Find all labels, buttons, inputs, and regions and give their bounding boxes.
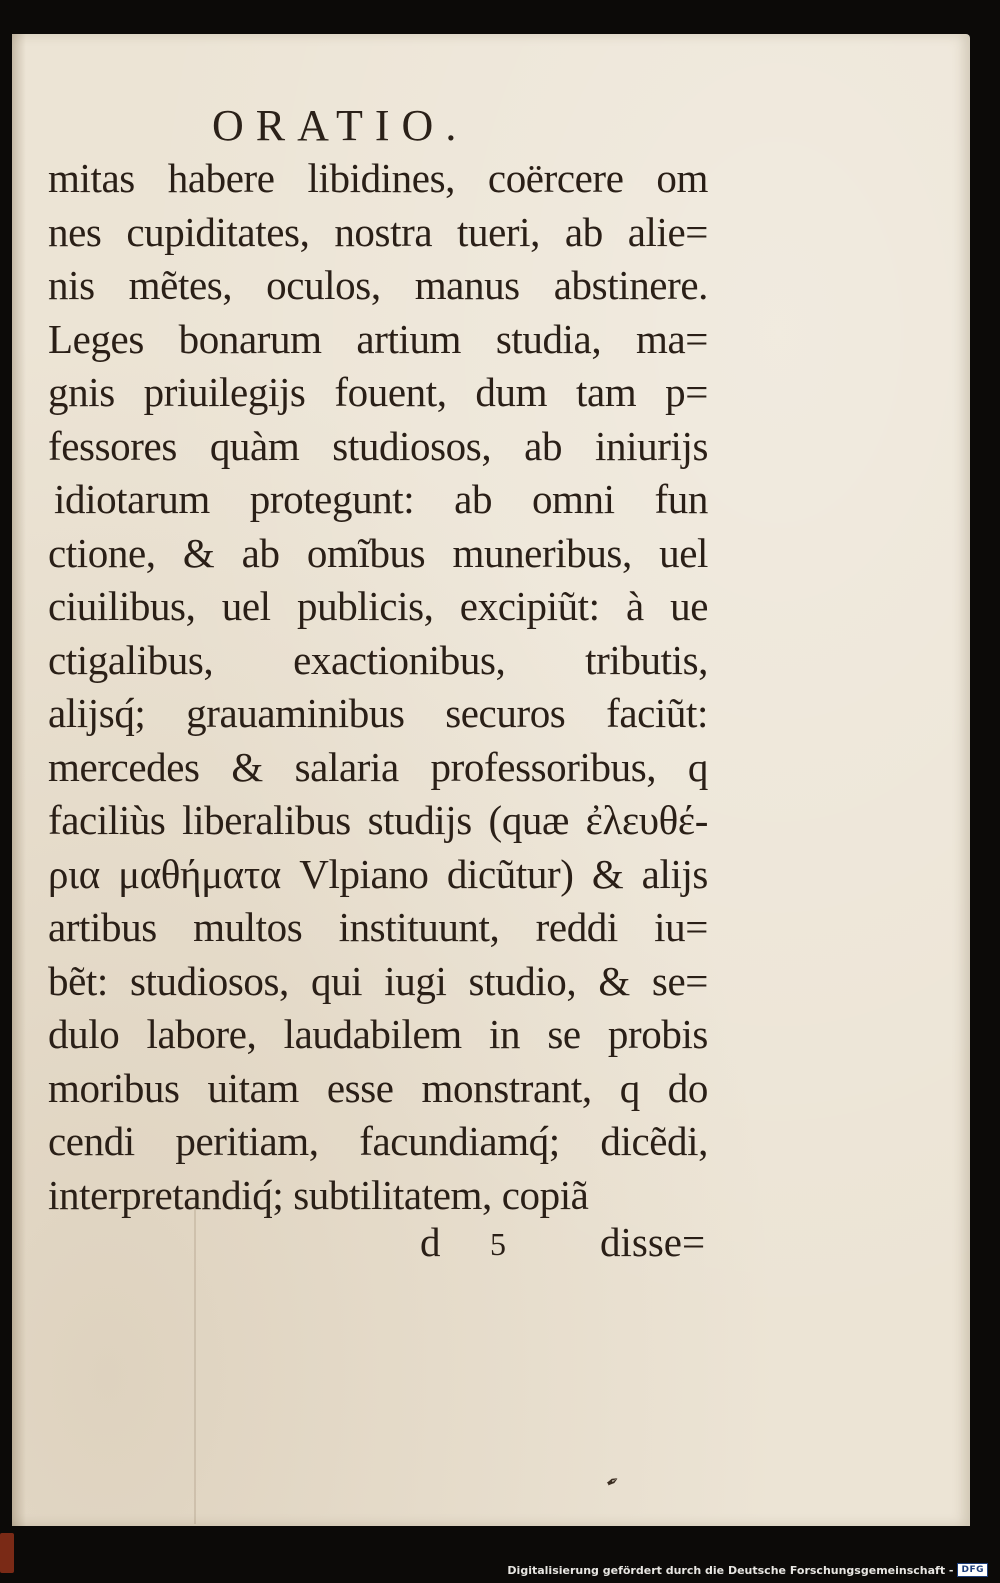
credit-text: Digitalisierung gefördert durch die Deutsche Forschungsgemeinschaft -: [507, 1563, 954, 1577]
ink-spot-icon: ✒: [602, 1469, 624, 1494]
text-line: fessores quàm studiosos, ab iniurijs: [48, 422, 708, 469]
text-line: idiotarum protegunt: ab omni fun: [54, 476, 708, 522]
running-head: ORATIO.: [212, 101, 469, 150]
dfg-logo-icon: DFG: [957, 1563, 988, 1577]
text-line: cendi peritiam, facundiamq́; dicẽdi,: [48, 1118, 708, 1164]
text-line: nis mẽtes, oculos, manus abstinere.: [48, 262, 708, 308]
text-line: ctione, & ab omĩbus muneribus, uel: [48, 529, 708, 576]
page-crease: [194, 1204, 196, 1524]
text-line: mitas habere libidines, coërcere om: [48, 155, 708, 201]
text-line: ctigalibus, exactionibus, tributis,: [48, 636, 708, 683]
catchword: disse=: [600, 1219, 706, 1265]
signature-number: 5: [490, 1226, 506, 1262]
binding-stain: [0, 1533, 14, 1573]
text-line: alijsq́; grauaminibus securos faciũt:: [48, 690, 708, 736]
text-line: artibus multos instituunt, reddi iu=: [48, 904, 708, 950]
digitization-credit: [507, 1561, 988, 1579]
text-block: [48, 152, 708, 1222]
text-line: ρια μαθήματα Vlpiano dicũtur) & alijs: [48, 850, 708, 897]
text-line: ciuilibus, uel publicis, excipiũt: à ue: [48, 583, 708, 629]
text-line: gnis priuilegijs fouent, dum tam p=: [48, 369, 708, 415]
signature-mark: d: [420, 1219, 441, 1265]
text-line: nes cupiditates, nostra tueri, ab alie=: [48, 208, 708, 255]
text-line: Leges bonarum artium studia, ma=: [48, 315, 708, 362]
text-line: faciliùs liberalibus studijs (quæ ἐλευθέ-: [48, 797, 708, 843]
text-line: dulo labore, laudabilem in se probis: [48, 1011, 708, 1057]
text-line: interpretandiq́; subtilitatem, copiã: [48, 1171, 589, 1218]
page-gutter-shadow: [12, 34, 26, 1526]
text-line: mercedes & salaria professoribus, q: [48, 743, 708, 790]
text-line: bẽt: studiosos, qui iugi studio, & se=: [48, 957, 708, 1004]
text-line: moribus uitam esse monstrant, q do: [48, 1064, 708, 1111]
